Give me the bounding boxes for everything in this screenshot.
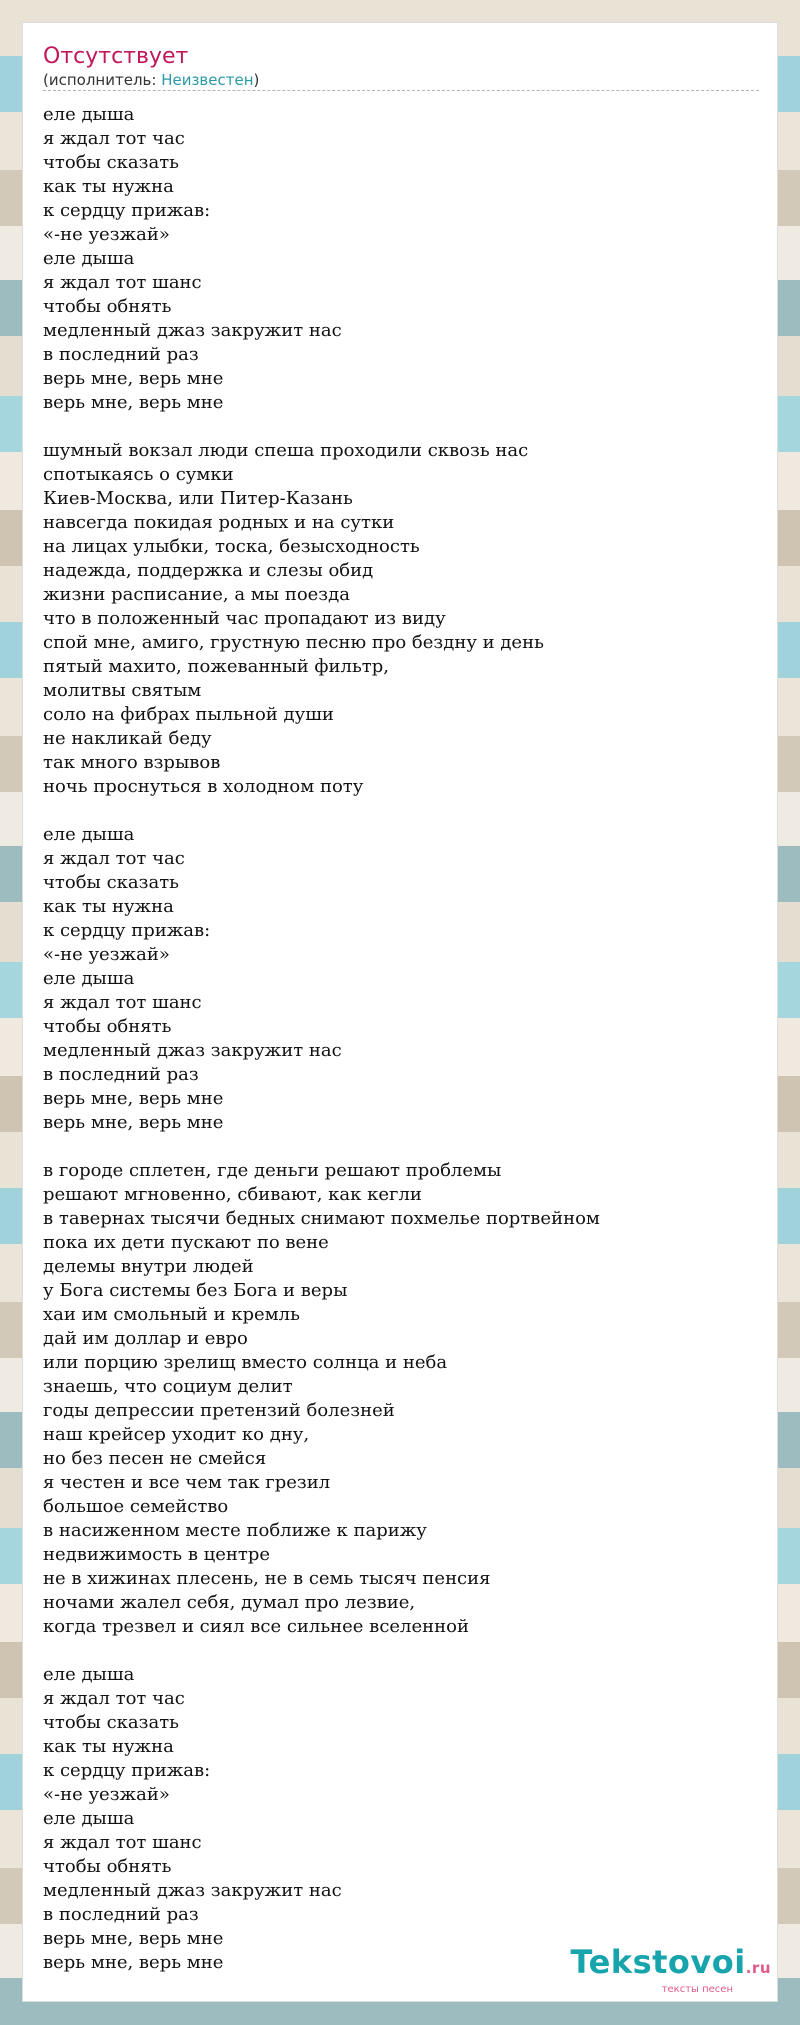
lyrics-card (22, 22, 778, 2002)
logo-tld: .ru (745, 1959, 771, 1977)
artist-prefix: (исполнитель: (43, 71, 162, 89)
site-logo[interactable] (571, 1945, 771, 1995)
song-header (43, 43, 759, 91)
logo-wordmark (571, 1945, 771, 1985)
artist-line (43, 71, 759, 89)
song-title: Отсутствует (43, 44, 189, 69)
lyrics-text: еле дыша я ждал тот час чтобы сказать как ты нужна к сердцу прижав: «-не уезжай» еле дыша я ждал тот шанс чтобы обнять медленный джаз закружит нас в последний раз верь мне, верь мне верь мне, верь мне шумный вокзал люди спеша проходили сквозь нас спотыкаясь о сумки Киев-Москва, или Питер-Казань навсегда покидая родных и на сутки на лицах улыбки, тоска, безысходность надежда, поддержка и слезы обид жизни расписание, а мы поезда что в положенный час пропадают из виду спой мне, амиго, грустную песню про бездну и день пятый махито, пожеванный фильтр, молитвы святым соло на фибрах пыльной души не накликай беду так много взрывов ночь проснуться в холодном поту еле дыша я ждал тот час чтобы сказать как ты нужна к сердцу прижав: «-не уезжай» еле дыша я ждал тот шанс чтобы обнять медленный джаз закружит нас в последний раз верь мне, верь мне верь мне, верь мне в городе сплетен, где деньги решают проблемы решают мгновенно, сбивают, как кегли в тавернах тысячи бедных снимают похмелье портвейном пока их дети пускают по вене делемы внутри людей у Бога системы без Бога и веры хаи им смольный и кремль дай им доллар и евро или порцию зрелищ вместо солнца и неба знаешь, что социум делит годы депрессии претензий болезней наш крейсер уходит ко дну, но без песен не смейся я честен и все чем так грезил большое семейство в насиженном месте поближе к парижу недвижимость в центре не в хижинах плесень, не в семь тысяч пенсия ночами жалел себя, думал про лезвие, когда трезвел и сиял все сильнее вселенной еле дыша я ждал тот час чтобы сказать как ты нужна к сердцу прижав: «-не уезжай» еле дыша я ждал тот шанс чтобы обнять медленный джаз закружит нас в последний раз верь мне, верь мне верь мне, верь мне (43, 104, 600, 1973)
logo-name: Tekstovoi (570, 1943, 746, 1981)
logo-tagline: тексты песен (661, 1984, 733, 1995)
artist-suffix: ) (253, 71, 260, 89)
artist-link[interactable]: Неизвестен (161, 71, 254, 89)
